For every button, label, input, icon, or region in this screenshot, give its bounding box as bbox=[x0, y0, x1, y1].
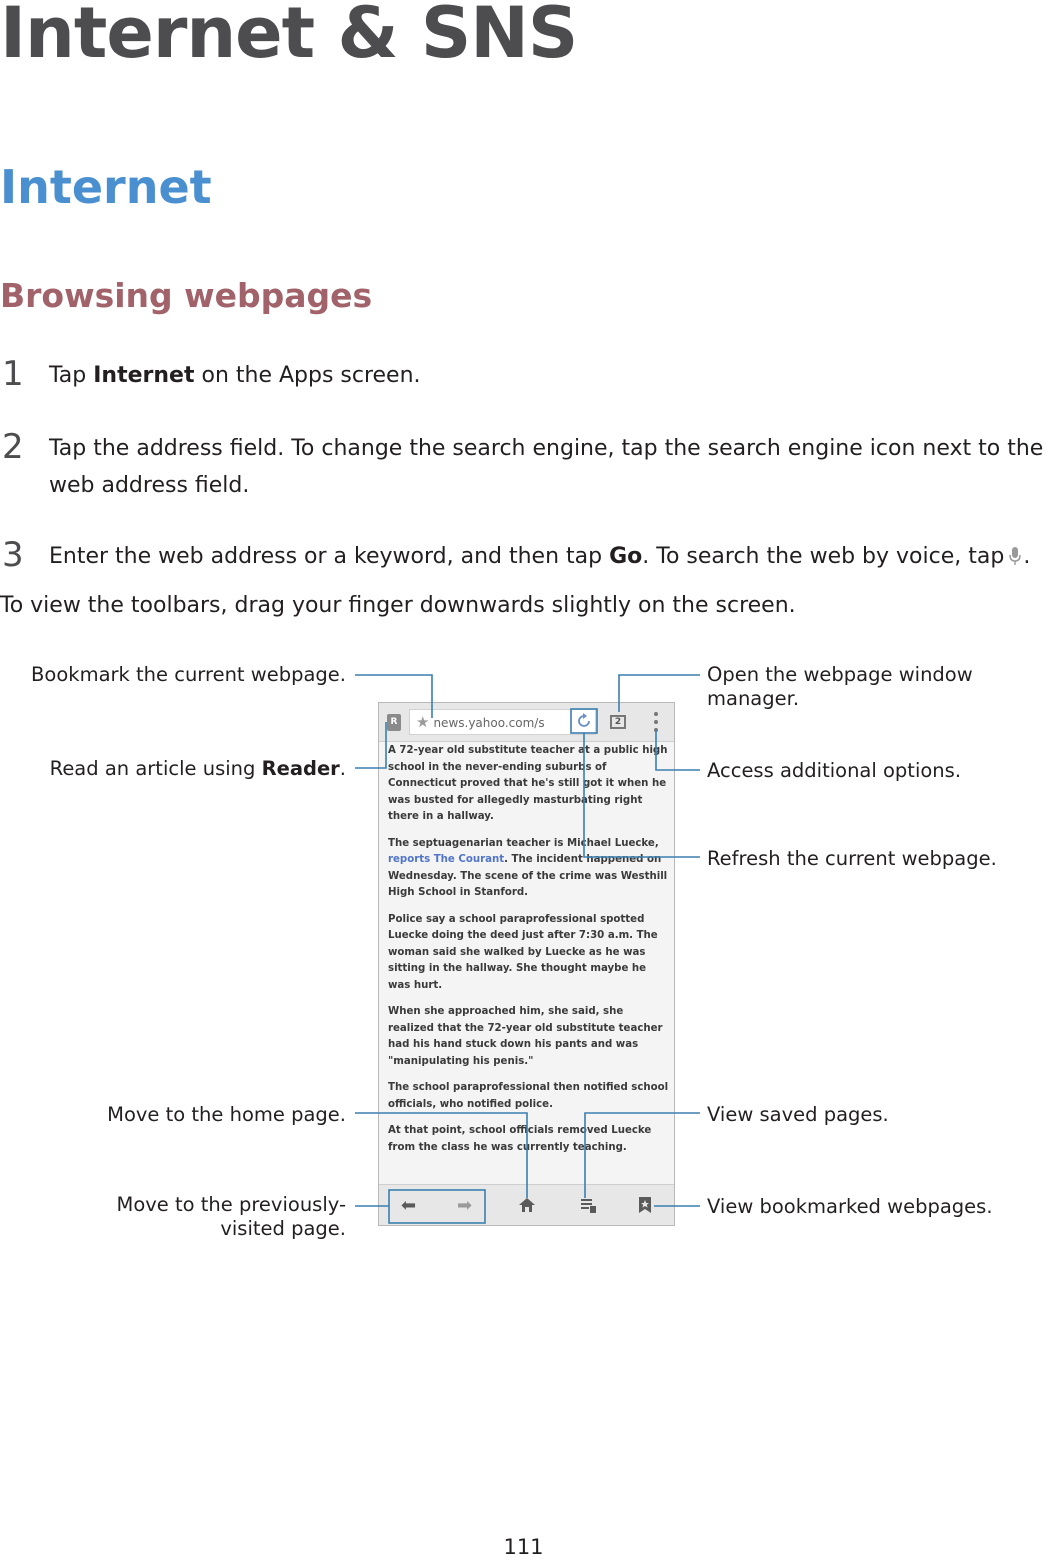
step-2-text: Tap the address field. To change the search engine, tap the search engine icon next to the web address field. bbox=[49, 436, 1044, 498]
page-number: 111 bbox=[503, 1535, 544, 1559]
article-paragraph: A 72-year old substitute teacher at a public high school in the never-ending suburbs of Connecticut proved that he's still got it when he was busted for allegedly masturbating right there in a hallway. bbox=[388, 745, 668, 822]
step-3-text: Enter the web address or a keyword, and then tap Go. To search the web by voice, tap . bbox=[49, 544, 1031, 569]
reader-icon[interactable]: R bbox=[387, 714, 401, 731]
article-paragraph: The school paraprofessional then notified school officials, who notified police. bbox=[388, 1082, 669, 1110]
step-number-3: 3 bbox=[2, 535, 24, 575]
leader-window-manager bbox=[619, 675, 700, 712]
callout-saved: View saved pages. bbox=[707, 1103, 889, 1126]
step-number-1: 1 bbox=[2, 354, 24, 394]
section-title: Internet bbox=[0, 160, 212, 214]
leader-bookmark bbox=[355, 675, 432, 718]
article-paragraph: Police say a school paraprofessional spotted Luecke doing the deed just after 7:30 a.m. The woman said she walked by Luecke as he was sitting in the hallway. She thought maybe he was hurt. bbox=[388, 913, 658, 991]
article-paragraph: When she approached him, she said, she realized that the 72-year old substitute teacher had his hand stuck down his pants and was "manipulating his penis." bbox=[388, 1006, 663, 1067]
leader-reader bbox=[355, 722, 386, 768]
address-field[interactable]: ★ news.yahoo.com/s bbox=[409, 709, 596, 735]
callout-bookmark: Bookmark the current webpage. bbox=[31, 663, 346, 686]
chapter-title: Internet & SNS bbox=[0, 0, 578, 74]
window-manager-icon[interactable]: 2 bbox=[610, 715, 626, 729]
step-1-text: Tap Internet on the Apps screen. bbox=[49, 363, 421, 388]
callout-previous: Move to the previously-visited page. bbox=[116, 1193, 346, 1240]
back-arrow-icon[interactable]: ⬅ bbox=[401, 1195, 417, 1216]
callout-bookmarked: View bookmarked webpages. bbox=[707, 1195, 993, 1218]
leader-home bbox=[355, 1113, 527, 1198]
callout-options: Access additional options. bbox=[707, 759, 962, 782]
callout-refresh: Refresh the current webpage. bbox=[707, 847, 997, 870]
refresh-highlight bbox=[571, 709, 597, 733]
bookmark-star-icon[interactable]: ★ bbox=[416, 713, 430, 731]
callout-home: Move to the home page. bbox=[107, 1103, 346, 1126]
article-paragraph: At that point, school officials removed Luecke from the class he was currently teaching. bbox=[388, 1125, 652, 1153]
toolbar-note: To view the toolbars, drag your finger downwards slightly on the screen. bbox=[0, 593, 796, 618]
subsection-title: Browsing webpages bbox=[0, 276, 373, 315]
leader-saved bbox=[585, 1113, 700, 1198]
leader-options bbox=[656, 730, 700, 770]
article-link[interactable]: reports The Courant bbox=[388, 854, 505, 865]
article-paragraph: The septuagenarian teacher is Michael Luecke, reports The Courant. The incident happened on Wednesday. The scene of the crime was Westhill High School in Stanford. bbox=[388, 837, 668, 898]
back-forward-highlight bbox=[389, 1190, 485, 1223]
callout-window-manager: Open the webpage window manager. bbox=[707, 663, 973, 710]
step-number-2: 2 bbox=[2, 427, 24, 467]
forward-arrow-icon[interactable]: ➡ bbox=[457, 1195, 473, 1216]
leader-refresh bbox=[584, 733, 700, 857]
callout-reader: Read an article using Reader. bbox=[49, 757, 346, 780]
